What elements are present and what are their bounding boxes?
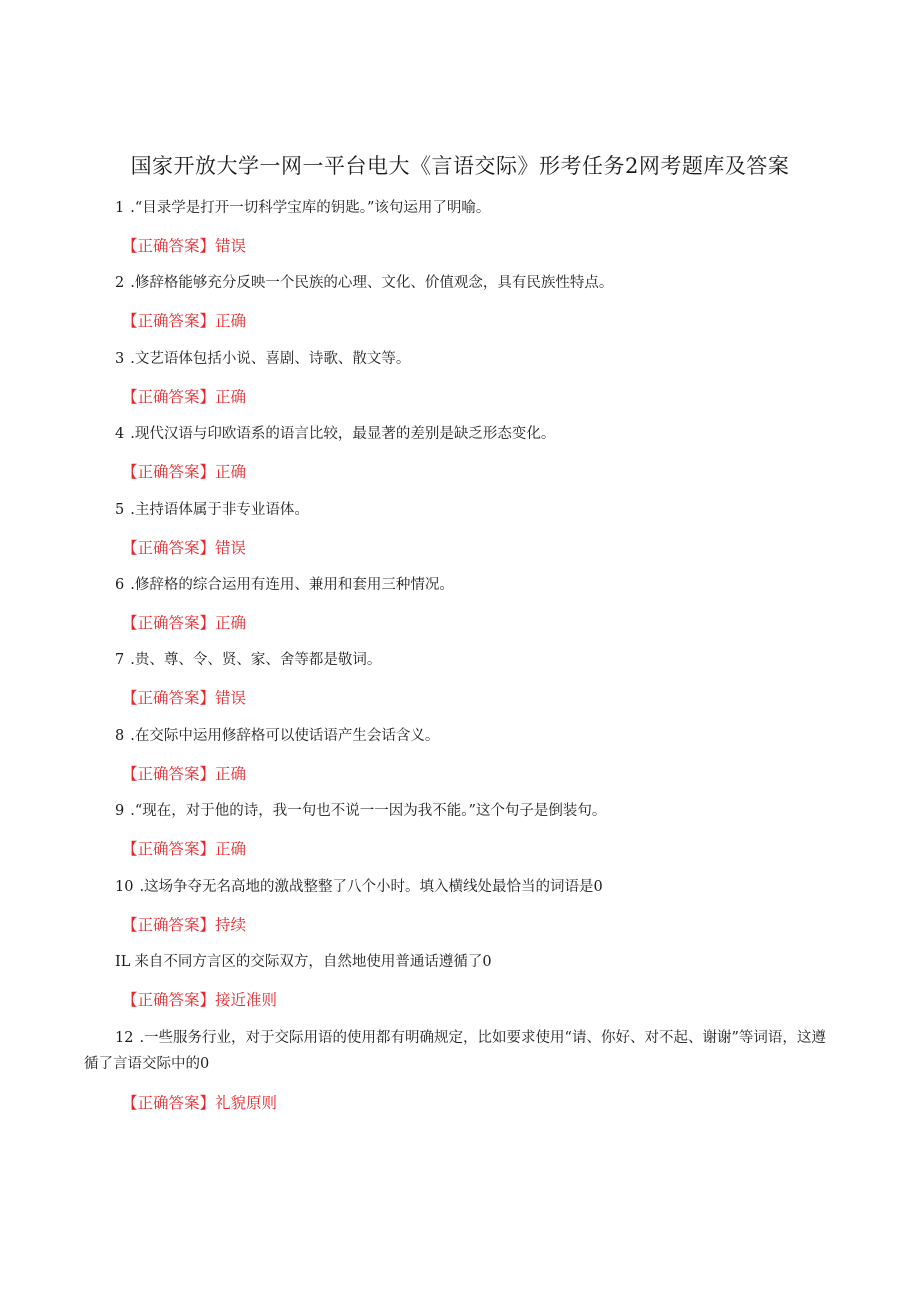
answer-label: 【正确答案】 [122,237,216,255]
question-text [84,196,836,220]
question-body: .“现在，对于他的诗，我一句也不说一一因为我不能。”这个句子是倒装句。 [130,803,607,820]
question-body: .这场争夺无名高地的激战整整了八个小时。填入横线处最恰当的词语是0 [139,878,603,895]
answer-value: 正确 [215,312,247,331]
question-item-3 [84,347,836,422]
answer-value: 错误 [215,538,247,557]
question-text [84,573,836,597]
page-title: 国家开放大学一网一平台电大《言语交际》形考任务2网考题库及答案 [130,154,790,178]
question-item-2 [84,271,836,346]
question-number: 7 [115,652,125,669]
question-body: .现代汉语与印欧语系的语言比较，最显著的差别是缺乏形态变化。 [130,426,556,443]
answer-label: 【正确答案】 [122,613,216,632]
question-number: 9 [115,803,125,820]
answer-line [122,762,836,786]
answer-value: 正确 [215,613,247,632]
answer-line [122,309,836,333]
question-number: 1 [115,200,125,216]
question-item-7 [84,648,836,723]
question-text [84,1025,836,1077]
answer-line [122,234,836,258]
answer-line [122,686,836,710]
question-list [84,196,836,1121]
question-number: IL [115,953,131,970]
answer-label: 【正确答案】 [122,463,216,482]
question-item-10 [84,875,836,950]
question-number: 3 [115,350,125,367]
question-text [84,950,836,974]
answer-label: 【正确答案】 [122,689,216,708]
question-text [84,498,836,522]
answer-value: 接近准则 [215,990,278,1009]
question-body: .主持语体属于非专业语体。 [130,501,309,518]
question-body: .贵、尊、令、贤、家、舍等都是敬词。 [130,652,382,669]
question-number: 4 [115,426,125,443]
question-item-9 [84,799,836,874]
answer-label: 【正确答案】 [122,538,216,557]
answer-line [122,988,836,1012]
question-text [84,875,836,899]
answer-value: 正确 [215,463,247,482]
answer-value: 礼貌原则 [215,1094,278,1113]
answer-label: 【正确答案】 [122,840,216,859]
answer-line [122,1091,836,1115]
question-number: 2 [115,275,125,292]
question-item-4 [84,422,836,497]
question-text [84,271,836,295]
answer-line [122,913,836,937]
question-item-12 [84,1025,836,1121]
answer-line [122,536,836,560]
answer-value: 错误 [215,237,247,255]
question-text [84,422,836,446]
question-number: 8 [115,727,125,744]
question-item-5 [84,498,836,573]
answer-value: 正确 [215,387,247,406]
answer-label: 【正确答案】 [122,1094,216,1113]
question-text [84,724,836,748]
question-body: .在交际中运用修辞格可以使话语产生会话含义。 [130,727,440,744]
question-item-6 [84,573,836,648]
answer-line [122,385,836,409]
answer-value: 正确 [215,840,247,859]
answer-value: 持续 [215,915,247,934]
question-body: .修辞格的综合运用有连用、兼用和套用三种情况。 [130,576,454,593]
question-text [84,347,836,371]
question-number: 10 [115,878,134,895]
answer-label: 【正确答案】 [122,915,216,934]
question-number: 5 [115,501,125,518]
question-body: .文艺语体包括小说、喜剧、诗歌、散文等。 [130,350,411,367]
answer-line [122,611,836,635]
answer-label: 【正确答案】 [122,990,216,1009]
question-item-8 [84,724,836,799]
question-body: .“目录学是打开一切科学宝库的钥匙。”该句运用了明喻。 [130,200,491,216]
question-text [84,648,836,672]
answer-line [122,460,836,484]
answer-label: 【正确答案】 [122,764,216,783]
question-number: 12 [115,1030,134,1047]
question-body: .一些服务行业，对于交际用语的使用都有明确规定，比如要求使用“请、你好、对不起、谢谢”等词语，这遵循了言语交际中的0 [84,1030,826,1073]
answer-label: 【正确答案】 [122,312,216,331]
answer-value: 错误 [215,689,247,708]
question-number: 6 [115,576,125,593]
question-item-1 [84,196,836,271]
answer-line [122,837,836,861]
question-text [84,799,836,823]
question-item-11 [84,950,836,1025]
question-body: .修辞格能够充分反映一个民族的心理、文化、价值观念，具有民族性特点。 [130,275,614,292]
answer-label: 【正确答案】 [122,387,216,406]
question-body: 来自不同方言区的交际双方，自然地使用普通话遵循了0 [134,953,492,970]
answer-value: 正确 [215,764,247,783]
